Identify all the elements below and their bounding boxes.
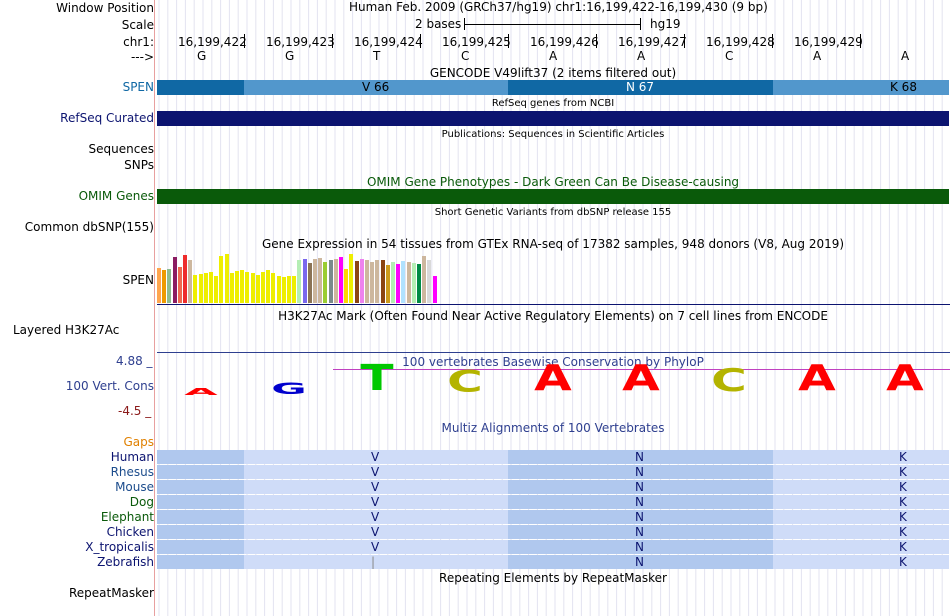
multiz-block: [773, 465, 949, 479]
dbsnp-track-title: Short Genetic Variants from dbSNP release 155: [434, 207, 672, 218]
logo-letter: G: [271, 379, 307, 398]
gtex-tissue-bar[interactable]: [230, 273, 234, 303]
ruler-position: 16,199,425: [442, 35, 511, 49]
ruler-position: 16,199,424: [354, 35, 423, 49]
multiz-amino-acid: |: [371, 555, 376, 569]
gtex-tissue-bar[interactable]: [266, 270, 270, 303]
conservation-track-title: 100 vertebrates Basewise Conservation by PhyloP: [402, 355, 704, 369]
multiz-block: [157, 495, 244, 509]
logo-letter: T: [360, 358, 394, 399]
multiz-amino-acid: N: [635, 510, 644, 524]
ruler-position: 16,199,422: [178, 35, 247, 49]
multiz-track-title: Multiz Alignments of 100 Vertebrates: [441, 421, 665, 435]
gtex-tissue-bar[interactable]: [433, 276, 437, 303]
multiz-species-label[interactable]: Dog: [129, 495, 154, 509]
refseq-track-title: RefSeq genes from NCBI: [491, 98, 615, 109]
gtex-tissue-bar[interactable]: [235, 271, 239, 303]
multiz-block: [773, 480, 949, 494]
gtex-track-label[interactable]: SPEN: [122, 273, 154, 287]
gtex-tissue-bar[interactable]: [245, 272, 249, 303]
scale-label: Scale: [121, 18, 154, 32]
chr-label: chr1:: [123, 35, 154, 49]
gtex-tissue-bar[interactable]: [271, 273, 275, 303]
gtex-tissue-bar[interactable]: [391, 262, 395, 303]
gencode-track-label[interactable]: SPEN: [122, 80, 154, 94]
logo-letter: A: [622, 358, 660, 399]
ruler-tick: [772, 34, 773, 48]
multiz-amino-acid: N: [635, 480, 644, 494]
multiz-block: [773, 555, 949, 569]
multiz-amino-acid: V: [371, 450, 380, 464]
ruler-position: 16,199,428: [706, 35, 775, 49]
gtex-tissue-bar[interactable]: [329, 260, 333, 303]
gtex-tissue-bar[interactable]: [303, 259, 307, 303]
gtex-tissue-bar[interactable]: [162, 270, 166, 303]
logo-letter: A: [184, 386, 218, 398]
gtex-tissue-bar[interactable]: [183, 255, 187, 303]
gtex-tissue-bar[interactable]: [360, 259, 364, 303]
gtex-tissue-bar[interactable]: [427, 260, 431, 303]
multiz-block: [157, 510, 244, 524]
multiz-block: [244, 555, 508, 569]
multiz-amino-acid: K: [899, 555, 907, 569]
multiz-amino-acid: N: [635, 465, 644, 479]
gtex-tissue-bar[interactable]: [386, 265, 390, 303]
h3k27ac-track-title: H3K27Ac Mark (Often Found Near Active Regulatory Elements) on 7 cell lines from ENCODE: [278, 309, 828, 323]
multiz-block: [157, 540, 244, 554]
multiz-amino-acid: N: [635, 450, 644, 464]
multiz-amino-acid: K: [899, 510, 907, 524]
gtex-tissue-bar[interactable]: [188, 260, 192, 303]
dbsnp-track-label[interactable]: Common dbSNP(155): [24, 220, 154, 234]
h3k27ac-track-label[interactable]: Layered H3K27Ac: [13, 323, 120, 337]
ruler-tick: [860, 34, 861, 48]
multiz-amino-acid: N: [635, 495, 644, 509]
multiz-amino-acid: N: [635, 555, 644, 569]
gtex-tissue-bar[interactable]: [339, 257, 343, 304]
logo-letter: C: [711, 363, 747, 399]
scale-text: 2 bases: [415, 17, 462, 31]
multiz-species-label[interactable]: Rhesus: [110, 465, 154, 479]
multiz-amino-acid: V: [371, 495, 380, 509]
conservation-track-label[interactable]: 100 Vert. Cons: [65, 379, 154, 393]
gtex-tissue-bar[interactable]: [318, 258, 322, 303]
multiz-amino-acid: V: [371, 465, 380, 479]
multiz-amino-acid: K: [899, 465, 907, 479]
gtex-tissue-bar[interactable]: [349, 254, 353, 303]
gtex-tissue-bar[interactable]: [251, 273, 255, 303]
gtex-tissue-bar[interactable]: [178, 267, 182, 303]
gtex-tissue-bar[interactable]: [407, 262, 411, 303]
ruler-position: 16,199,426: [530, 35, 599, 49]
gtex-tissue-bar[interactable]: [292, 276, 296, 303]
ruler-tick: [420, 34, 421, 48]
base-letter: A: [813, 49, 822, 63]
gtex-tissue-bar[interactable]: [344, 269, 348, 303]
omim-track-title: OMIM Gene Phenotypes - Dark Green Can Be Disease-causing: [366, 175, 740, 189]
base-letter: A: [549, 49, 558, 63]
gtex-tissue-bar[interactable]: [157, 268, 161, 303]
gtex-tissue-bar[interactable]: [365, 260, 369, 303]
multiz-block: [773, 525, 949, 539]
gtex-tissue-bar[interactable]: [412, 263, 416, 303]
gtex-tissue-bar[interactable]: [313, 259, 317, 303]
base-letter: T: [373, 49, 381, 63]
gtex-tissue-bar[interactable]: [256, 275, 260, 303]
gtex-tissue-bar[interactable]: [417, 264, 421, 303]
gtex-tissue-bar[interactable]: [193, 275, 197, 303]
multiz-block: [157, 450, 244, 464]
gtex-tissue-bar[interactable]: [401, 261, 405, 303]
gtex-bar-chart[interactable]: [157, 253, 557, 303]
repeatmasker-track-title: Repeating Elements by RepeatMasker: [439, 571, 667, 585]
ruler-tick: [508, 34, 509, 48]
gtex-tissue-bar[interactable]: [173, 257, 177, 303]
ruler-position: 16,199,423: [266, 35, 335, 49]
gtex-track-title: Gene Expression in 54 tissues from GTEx RNA-seq of 17382 samples, 948 donors (V8, Aug 2019): [261, 237, 845, 251]
refseq-gene-bar[interactable]: [157, 111, 949, 126]
scale-bar: [464, 18, 641, 30]
gtex-tissue-bar[interactable]: [214, 276, 218, 303]
logo-letter: A: [798, 358, 836, 399]
gtex-tissue-bar[interactable]: [308, 263, 312, 303]
omim-track-label[interactable]: OMIM Genes: [78, 189, 154, 203]
logo-letter: A: [534, 358, 572, 399]
gtex-tissue-bar[interactable]: [297, 260, 301, 303]
gtex-tissue-bar[interactable]: [355, 261, 359, 303]
conservation-min-label: -4.5 _: [118, 404, 152, 418]
logo-letter: A: [886, 358, 924, 399]
gtex-tissue-bar[interactable]: [422, 256, 426, 304]
snps-track-label[interactable]: SNPs: [124, 158, 154, 172]
multiz-amino-acid: V: [371, 540, 380, 554]
omim-gene-bar[interactable]: [157, 189, 949, 204]
multiz-amino-acid: K: [899, 450, 907, 464]
gtex-tissue-bar[interactable]: [334, 259, 338, 303]
gencode-amino-acid: K 68: [890, 80, 917, 94]
multiz-block: [773, 540, 949, 554]
ruler-tick: [596, 34, 597, 48]
multiz-block: [157, 480, 244, 494]
strand-label: --->: [130, 50, 154, 64]
conservation-max-label: 4.88 _: [116, 354, 153, 368]
ruler-position: 16,199,429: [794, 35, 863, 49]
publications-track-title: Publications: Sequences in Scientific Articles: [441, 129, 665, 140]
gtex-tissue-bar[interactable]: [167, 269, 171, 303]
multiz-species-label[interactable]: Elephant: [100, 510, 154, 524]
multiz-block: [773, 495, 949, 509]
gtex-tissue-bar[interactable]: [370, 262, 374, 303]
multiz-species-label[interactable]: X_tropicalis: [85, 540, 154, 554]
sequences-track-label[interactable]: Sequences: [88, 142, 154, 156]
gencode-amino-acid: N 67: [626, 80, 655, 94]
multiz-block: [157, 525, 244, 539]
refseq-track-label[interactable]: RefSeq Curated: [60, 111, 154, 125]
multiz-amino-acid: V: [371, 525, 380, 539]
gaps-label[interactable]: Gaps: [123, 435, 154, 449]
gtex-tissue-bar[interactable]: [240, 270, 244, 303]
ruler-position: 16,199,427: [618, 35, 687, 49]
base-letter: G: [197, 49, 207, 63]
gtex-tissue-bar[interactable]: [199, 274, 203, 303]
repeatmasker-track-label[interactable]: RepeatMasker: [68, 586, 154, 600]
gtex-tissue-bar[interactable]: [323, 262, 327, 303]
multiz-species-label[interactable]: Zebrafish: [97, 555, 154, 569]
multiz-amino-acid: N: [635, 540, 644, 554]
multiz-amino-acid: K: [899, 495, 907, 509]
base-letter: C: [461, 49, 470, 63]
gencode-track-title: GENCODE V49lift37 (2 items filtered out): [429, 66, 677, 80]
multiz-species-label[interactable]: Chicken: [106, 525, 154, 539]
multiz-amino-acid: K: [899, 540, 907, 554]
multiz-block: [773, 510, 949, 524]
multiz-amino-acid: N: [635, 525, 644, 539]
base-letter: G: [285, 49, 295, 63]
multiz-amino-acid: K: [899, 480, 907, 494]
multiz-species-label[interactable]: Human: [110, 450, 154, 464]
gtex-tissue-bar[interactable]: [204, 273, 208, 303]
multiz-block: [773, 450, 949, 464]
multiz-species-label[interactable]: Mouse: [115, 480, 154, 494]
base-letter: C: [725, 49, 734, 63]
assembly-short: hg19: [650, 17, 681, 31]
gencode-exon-segment[interactable]: [773, 80, 949, 95]
gtex-tissue-bar[interactable]: [381, 260, 385, 303]
gtex-tissue-bar[interactable]: [282, 277, 286, 303]
ruler-tick: [332, 34, 333, 48]
ruler-tick: [684, 34, 685, 48]
logo-letter: C: [447, 365, 483, 399]
gtex-tissue-bar[interactable]: [277, 276, 281, 303]
gencode-amino-acid: V 66: [362, 80, 390, 94]
window-position-label: Window Position: [56, 1, 154, 15]
multiz-block: [157, 555, 244, 569]
ruler-tick: [244, 34, 245, 48]
gtex-tissue-bar[interactable]: [261, 272, 265, 303]
gtex-tissue-bar[interactable]: [209, 272, 213, 303]
gtex-tissue-bar[interactable]: [396, 264, 400, 303]
gtex-tissue-bar[interactable]: [219, 256, 223, 304]
gtex-tissue-bar[interactable]: [225, 254, 229, 303]
gtex-tissue-bar[interactable]: [287, 276, 291, 303]
gtex-tissue-bar[interactable]: [375, 260, 379, 303]
base-letter: A: [901, 49, 910, 63]
base-letter: A: [637, 49, 646, 63]
multiz-amino-acid: V: [371, 480, 380, 494]
assembly-position-text: Human Feb. 2009 (GRCh37/hg19) chr1:16,199,422-16,199,430 (9 bp): [349, 0, 768, 14]
multiz-block: [157, 465, 244, 479]
multiz-amino-acid: K: [899, 525, 907, 539]
gencode-exon-segment[interactable]: [157, 80, 244, 95]
multiz-amino-acid: V: [371, 510, 380, 524]
